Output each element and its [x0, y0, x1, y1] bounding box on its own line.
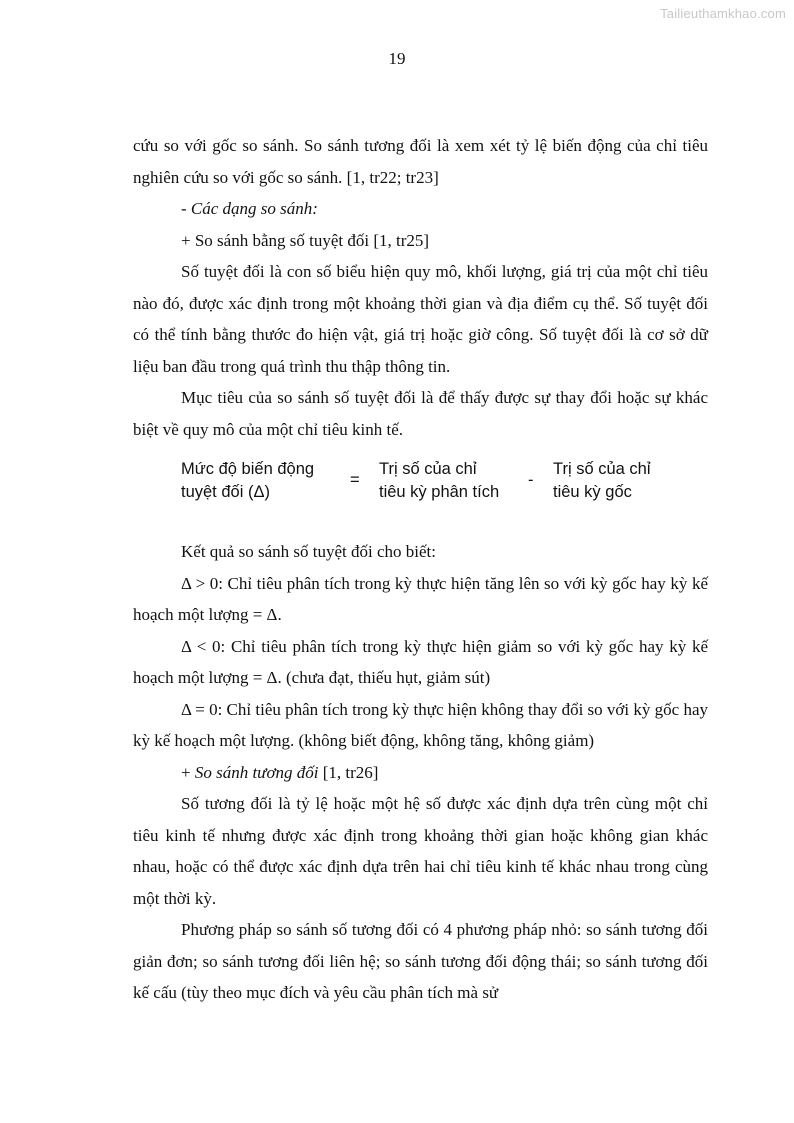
formula-term-base-line2: tiêu kỳ gốc — [553, 483, 632, 501]
formula-lhs — [181, 458, 314, 504]
heading-relative-title: So sánh tương đối — [194, 762, 319, 782]
formula-minus-sign: - — [528, 471, 534, 489]
paragraph-results-intro: Kết quả so sánh số tuyệt đối cho biết: — [181, 542, 436, 561]
formula-lhs-line1: Mức độ biến động — [181, 460, 315, 478]
page-number: 19 — [388, 49, 406, 68]
case-delta-zero: Δ = 0: Chỉ tiêu phân tích trong kỳ thực hiện không thay đổi so với kỳ gốc hay kỳ kế hoạch một lượng. (không biết động, không tăng, không giảm) — [133, 699, 708, 750]
formula-lhs-line2: tuyệt đối (Δ) — [181, 483, 270, 501]
paragraph-relative-methods: Phương pháp so sánh số tương đối có 4 phương pháp nhỏ: so sánh tương đối giản đơn; so sánh tương đối liên hệ; so sánh tương đối động thái; so sánh tương đối kế cấu (tùy theo mục đích và yêu cầu phân tích mà sử — [133, 920, 708, 1002]
formula-term-base — [553, 458, 651, 504]
formula-equals-sign: = — [350, 471, 360, 489]
paragraph-relative-definition: Số tương đối là tỷ lệ hoặc một hệ số được xác định dựa trên cùng một chỉ tiêu kinh tế nhưng được xác định trong khoảng thời gian hoặc không gian khác nhau, hoặc có thể được xác định dựa trên hai chỉ tiêu kinh tế khác nhau trong cùng một thời kỳ. — [133, 794, 708, 908]
paragraph-absolute-definition: Số tuyệt đối là con số biểu hiện quy mô, khối lượng, giá trị của một chỉ tiêu nào đó, được xác định trong một khoảng thời gian và địa điểm cụ thể. Số tuyệt đối có thể tính bằng thước đo hiện vật, giá trị hoặc giờ công. Số tuyệt đối là cơ sở dữ liệu ban đầu trong quá trình thu thập thông tin. — [133, 262, 708, 376]
case-delta-negative: Δ < 0: Chỉ tiêu phân tích trong kỳ thực hiện giảm so với kỳ gốc hay kỳ kế hoạch một lượng = Δ. (chưa đạt, thiếu hụt, giảm sút) — [133, 636, 708, 687]
formula-term-analysis — [379, 458, 499, 504]
heading-absolute-comparison: + So sánh bằng số tuyệt đối [1, tr25] — [181, 230, 430, 250]
watermark: Tailieuthamkhao.com — [660, 6, 786, 21]
heading-relative-citation: [1, tr26] — [318, 762, 379, 782]
formula-term-analysis-line2: tiêu kỳ phân tích — [379, 483, 500, 501]
heading-relative-prefix: + — [181, 762, 195, 782]
formula-term-analysis-line1: Trị số của chỉ — [379, 460, 477, 478]
case-delta-positive: Δ > 0: Chỉ tiêu phân tích trong kỳ thực hiện tăng lên so với kỳ gốc hay kỳ kế hoạch một lượng = Δ. — [133, 573, 708, 624]
heading-relative-comparison — [133, 757, 708, 789]
paragraph-absolute-goal: Mục tiêu của so sánh số tuyệt đối là để thấy được sự thay đổi hoặc sự khác biệt về quy mô của một chỉ tiêu kinh tế. — [133, 388, 708, 439]
formula-absolute-change — [133, 458, 708, 508]
paragraph-intro: cứu so với gốc so sánh. So sánh tương đối là xem xét tỷ lệ biến động của chỉ tiêu nghiên cứu so với gốc so sánh. [1, tr22; tr23] — [133, 136, 708, 187]
heading-comparison-forms: - Các dạng so sánh: — [181, 199, 318, 218]
formula-term-base-line1: Trị số của chỉ — [553, 460, 651, 478]
document-body — [133, 130, 708, 1009]
